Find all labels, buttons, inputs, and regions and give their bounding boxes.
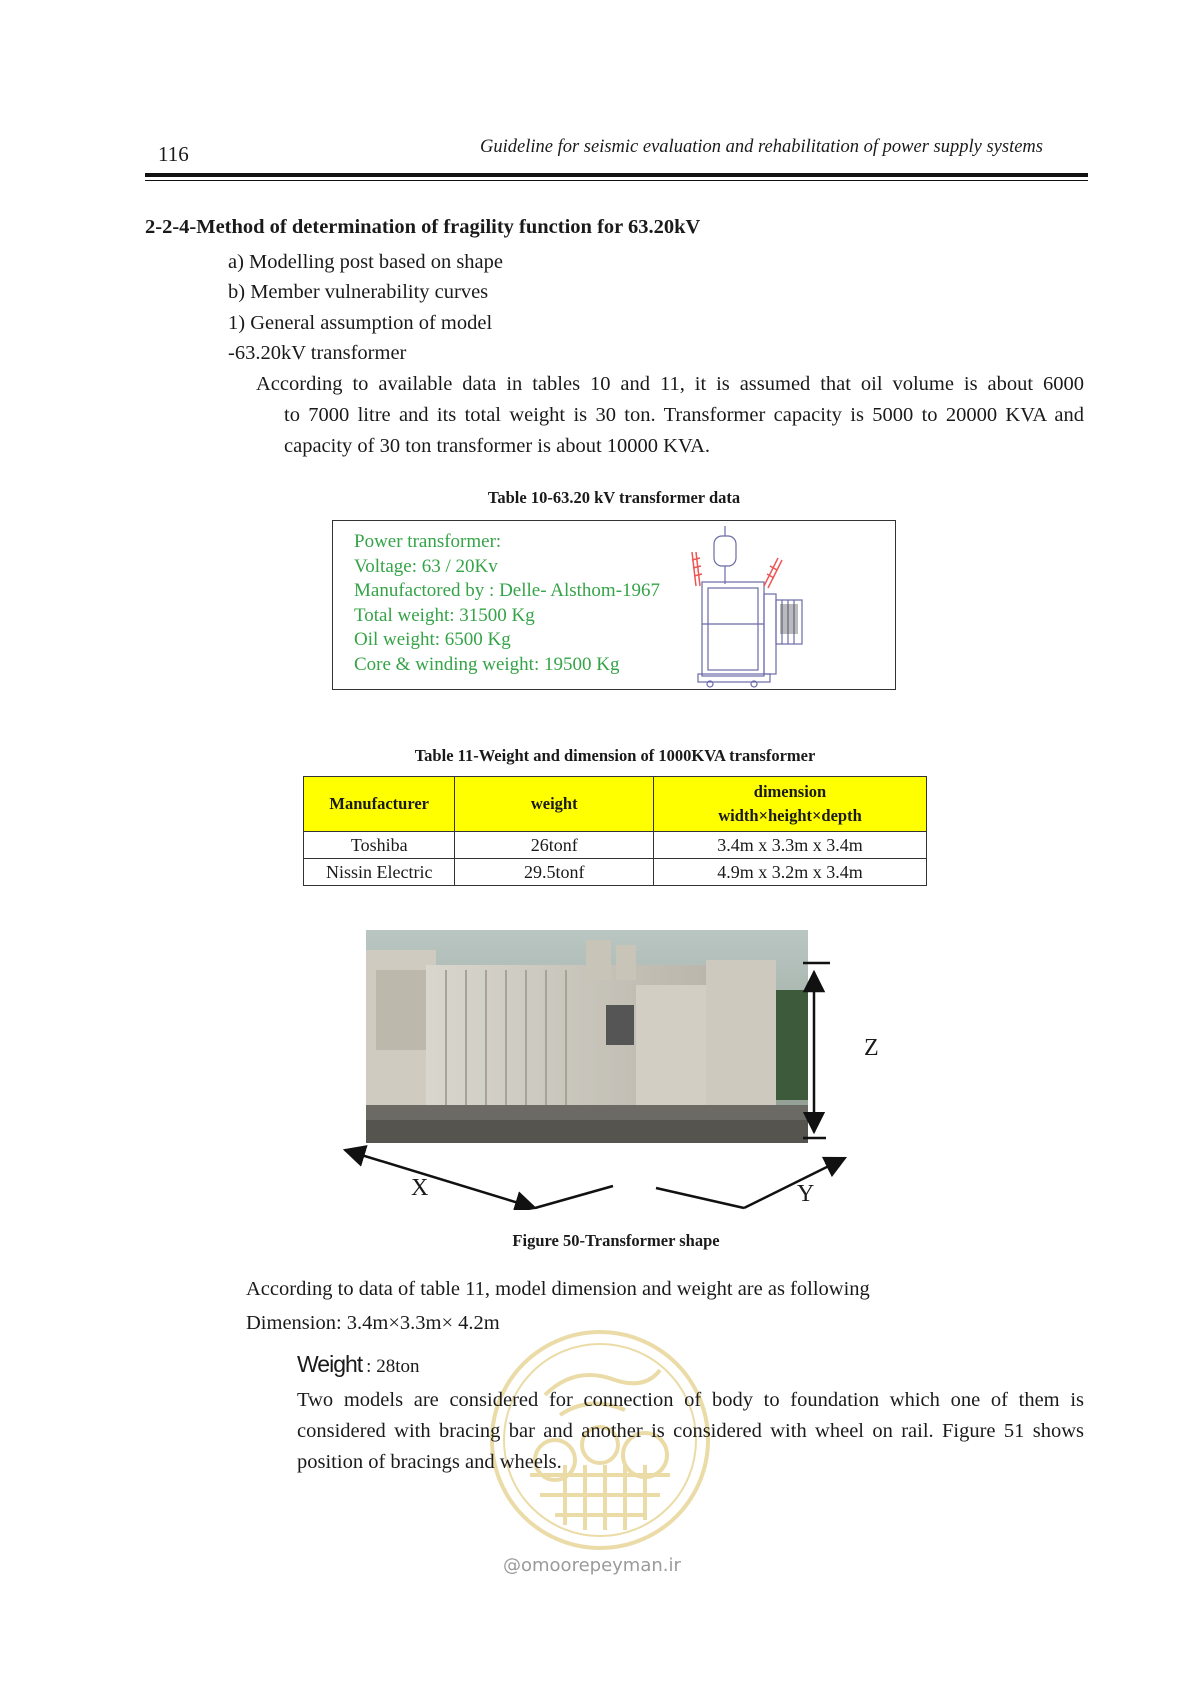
paragraph-continuation: to 7000 litre and its total weight is 30 ton. Transformer capacity is 5000 to 20000 KVA and capacity of 30 ton transformer is about 10000 KVA. — [284, 404, 1084, 457]
section-heading: 2-2-4-Method of determination of fragility function for 63.20kV — [145, 216, 701, 238]
table10-line: Core & winding weight: 19500 Kg — [354, 653, 620, 675]
list-item: b) Member vulnerability curves — [228, 281, 489, 303]
watermark-url: @omoorepeyman.ir — [503, 1555, 681, 1576]
paragraph-first-line: According to available data in tables 10 and 11, it is assumed that oil volume is about 6000 — [256, 373, 1084, 395]
list-item: 1) General assumption of model — [228, 312, 493, 334]
body-line: According to data of table 11, model dimension and weight are as following — [246, 1278, 870, 1300]
weight-label: Weight — [297, 1351, 363, 1377]
table10-line: Manufactored by : Delle- Alsthom-1967 — [354, 580, 661, 601]
transformer-sketch — [684, 524, 814, 688]
table-cell: 29.5tonf — [455, 859, 654, 886]
table10-caption: Table 10-63.20 kV transformer data — [487, 488, 741, 507]
list-item: a) Modelling post based on shape — [228, 251, 503, 273]
table-row — [304, 859, 927, 886]
header-rule-thin — [145, 180, 1088, 181]
weight-line — [297, 1351, 419, 1378]
axis-label-z: Z — [864, 1035, 879, 1061]
table11-caption: Table 11-Weight and dimension of 1000KVA transformer — [414, 746, 816, 765]
table10-line: Power transformer: — [354, 531, 502, 552]
table-cell: 26tonf — [455, 832, 654, 859]
paragraph: Two models are considered for connection of body to foundation which one of them is considered with bracing bar and another is considered with wheel on rail. Figure 51 shows position of bracings and wheels. — [297, 1389, 1084, 1473]
running-title: Guideline for seismic evaluation and rehabilitation of power supply systems — [480, 137, 1043, 157]
table-cell: 4.9m x 3.2m x 3.4m — [654, 859, 927, 886]
table10-line: Total weight: 31500 Kg — [354, 604, 535, 626]
table-header-row — [304, 777, 927, 832]
table10-line: Oil weight: 6500 Kg — [354, 629, 511, 650]
axis-label-y: Y — [797, 1181, 815, 1207]
list-item: -63.20kV transformer — [228, 342, 407, 364]
axis-label-x: X — [411, 1175, 429, 1201]
table10-text — [354, 530, 660, 677]
body-line: Dimension: 3.4m×3.3m× 4.2m — [246, 1312, 500, 1334]
header-cell — [654, 777, 927, 832]
header-rule — [145, 173, 1088, 177]
table11 — [303, 776, 927, 886]
figure50-caption: Figure 50-Transformer shape — [512, 1231, 720, 1250]
table-cell: Toshiba — [304, 832, 455, 859]
header-dimension-sub: width×height×depth — [718, 806, 862, 825]
page-number: 116 — [158, 142, 189, 166]
weight-value: : 28ton — [366, 1356, 420, 1377]
table-cell: 3.4m x 3.3m x 3.4m — [654, 832, 927, 859]
axis-arrows — [340, 920, 880, 1210]
header-dimension: dimension — [753, 782, 827, 801]
table10-line: Voltage: 63 / 20Kv — [354, 555, 498, 577]
table-cell: Nissin Electric — [304, 859, 455, 886]
table-row — [304, 832, 927, 859]
header-cell: weight — [455, 777, 654, 832]
header-cell: Manufacturer — [304, 777, 455, 832]
